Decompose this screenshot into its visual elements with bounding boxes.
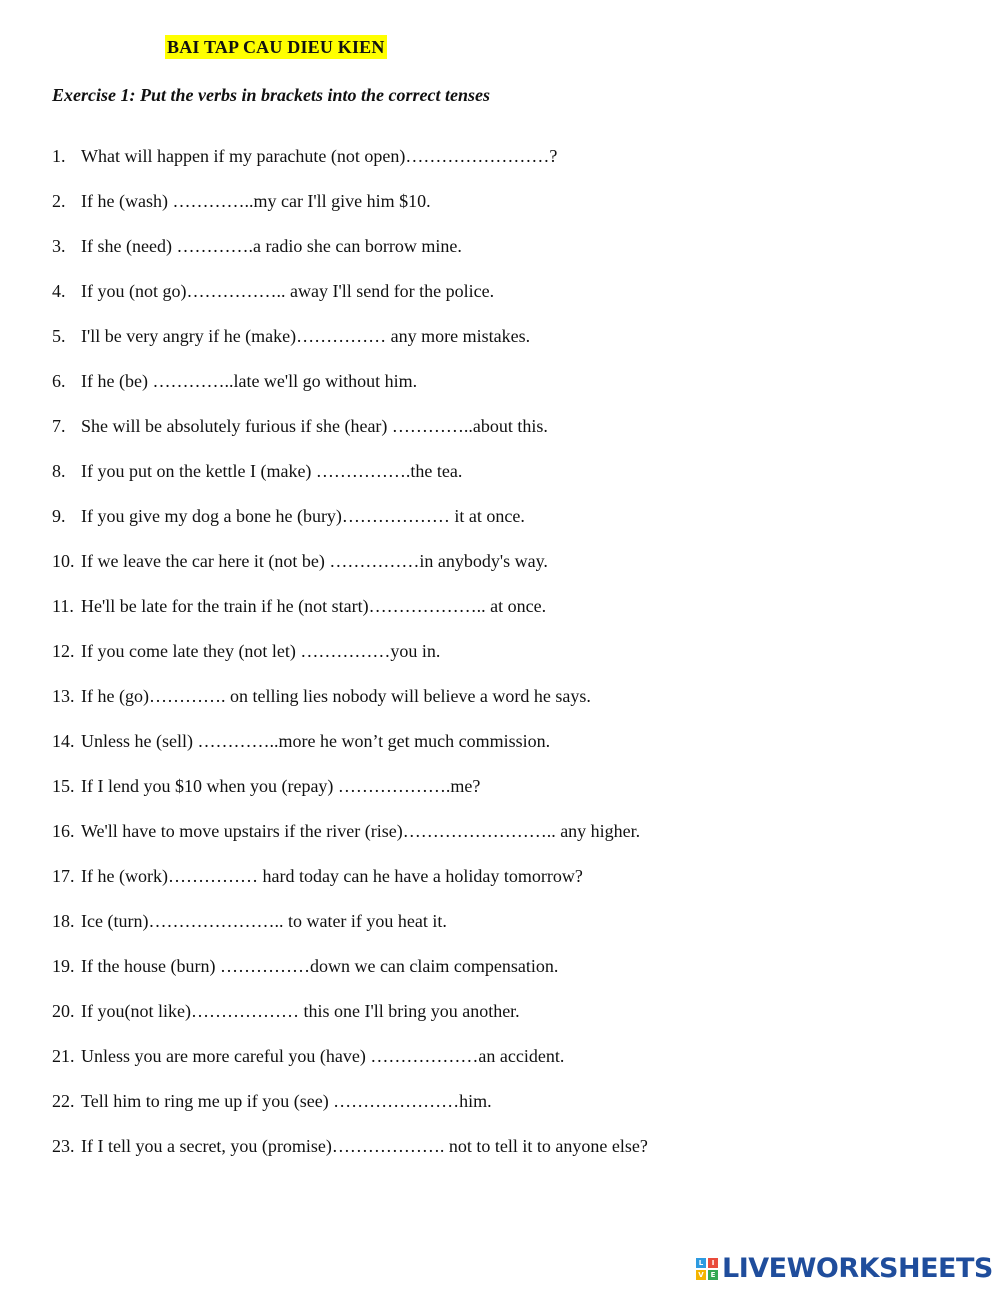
- item-number: 1.: [52, 146, 66, 166]
- item-text: He'll be late for the train if he (not start)……………….. at once.: [81, 596, 547, 616]
- logo-blocks-icon: [696, 1258, 718, 1280]
- exercise-item: [52, 280, 648, 325]
- item-text: If you give my dog a bone he (bury)……………… it at once.: [81, 506, 525, 526]
- item-number: 21.: [52, 1046, 75, 1066]
- item-text: If you (not go)…………….. away I'll send for the police.: [81, 281, 495, 301]
- liveworksheets-logo: [696, 1254, 993, 1284]
- exercise-item: [52, 1090, 648, 1135]
- item-text: Unless you are more careful you (have) ………………an accident.: [81, 1046, 565, 1066]
- item-number: 19.: [52, 956, 75, 976]
- item-text: If I tell you a secret, you (promise)………………. not to tell it to anyone else?: [81, 1136, 648, 1156]
- item-text: If you(not like)……………… this one I'll bring you another.: [81, 1001, 520, 1021]
- exercise-item: [52, 415, 648, 460]
- exercise-item: [52, 910, 648, 955]
- item-text: If you put on the kettle I (make) …………….the tea.: [81, 461, 463, 481]
- item-number: 7.: [52, 416, 66, 436]
- item-number: 18.: [52, 911, 75, 931]
- logo-block: I: [708, 1258, 718, 1268]
- item-text: Unless he (sell) …………..more he won’t get much commission.: [81, 731, 551, 751]
- exercise-item: [52, 550, 648, 595]
- exercise-item: [52, 640, 648, 685]
- item-number: 16.: [52, 821, 75, 841]
- item-number: 5.: [52, 326, 66, 346]
- item-text: If he (be) …………..late we'll go without him.: [81, 371, 418, 391]
- exercise-item: [52, 955, 648, 1000]
- exercise-item: [52, 730, 648, 775]
- item-text: If the house (burn) ……………down we can claim compensation.: [81, 956, 559, 976]
- item-text: If you come late they (not let) ……………you in.: [81, 641, 441, 661]
- item-number: 10.: [52, 551, 75, 571]
- item-text: We'll have to move upstairs if the river (rise)…………………….. any higher.: [81, 821, 641, 841]
- item-number: 2.: [52, 191, 66, 211]
- exercise-item: [52, 1135, 648, 1180]
- item-number: 4.: [52, 281, 66, 301]
- item-number: 12.: [52, 641, 75, 661]
- exercise-item: [52, 865, 648, 910]
- item-text: I'll be very angry if he (make)…………… any more mistakes.: [81, 326, 531, 346]
- exercise-item: [52, 235, 648, 280]
- exercise-list: [52, 145, 648, 1180]
- item-text: If I lend you $10 when you (repay) ……………….me?: [81, 776, 481, 796]
- item-text: If we leave the car here it (not be) ……………in anybody's way.: [81, 551, 548, 571]
- exercise-item: [52, 685, 648, 730]
- exercise-item: [52, 145, 648, 190]
- item-number: 11.: [52, 596, 74, 616]
- logo-block: L: [696, 1258, 706, 1268]
- item-number: 9.: [52, 506, 66, 526]
- item-text: If he (go)…………. on telling lies nobody will believe a word he says.: [81, 686, 591, 706]
- item-number: 13.: [52, 686, 75, 706]
- exercise-item: [52, 460, 648, 505]
- item-number: 22.: [52, 1091, 75, 1111]
- item-text: If she (need) ………….a radio she can borrow mine.: [81, 236, 462, 256]
- item-number: 23.: [52, 1136, 75, 1156]
- exercise-instruction: Exercise 1: Put the verbs in brackets into the correct tenses: [52, 85, 490, 105]
- exercise-item: [52, 595, 648, 640]
- item-text: If he (wash) …………..my car I'll give him $10.: [81, 191, 431, 211]
- item-number: 3.: [52, 236, 66, 256]
- logo-block: E: [708, 1270, 718, 1280]
- logo-block: V: [696, 1270, 706, 1280]
- item-text: She will be absolutely furious if she (hear) …………..about this.: [81, 416, 548, 436]
- item-text: If he (work)…………… hard today can he have a holiday tomorrow?: [81, 866, 583, 886]
- item-number: 14.: [52, 731, 75, 751]
- item-number: 17.: [52, 866, 75, 886]
- item-number: 15.: [52, 776, 75, 796]
- exercise-item: [52, 190, 648, 235]
- item-text: Tell him to ring me up if you (see) …………………him.: [81, 1091, 492, 1111]
- exercise-item: [52, 505, 648, 550]
- exercise-item: [52, 775, 648, 820]
- exercise-item: [52, 370, 648, 415]
- item-number: 6.: [52, 371, 66, 391]
- exercise-item: [52, 1045, 648, 1090]
- worksheet-title: BAI TAP CAU DIEU KIEN: [167, 37, 385, 57]
- brand-name: LIVEWORKSHEETS: [722, 1253, 993, 1284]
- exercise-item: [52, 1000, 648, 1045]
- exercise-item: [52, 325, 648, 370]
- item-text: What will happen if my parachute (not open)……………………?: [81, 146, 558, 166]
- exercise-item: [52, 820, 648, 865]
- item-number: 8.: [52, 461, 66, 481]
- item-number: 20.: [52, 1001, 75, 1021]
- item-text: Ice (turn)………………….. to water if you heat it.: [81, 911, 447, 931]
